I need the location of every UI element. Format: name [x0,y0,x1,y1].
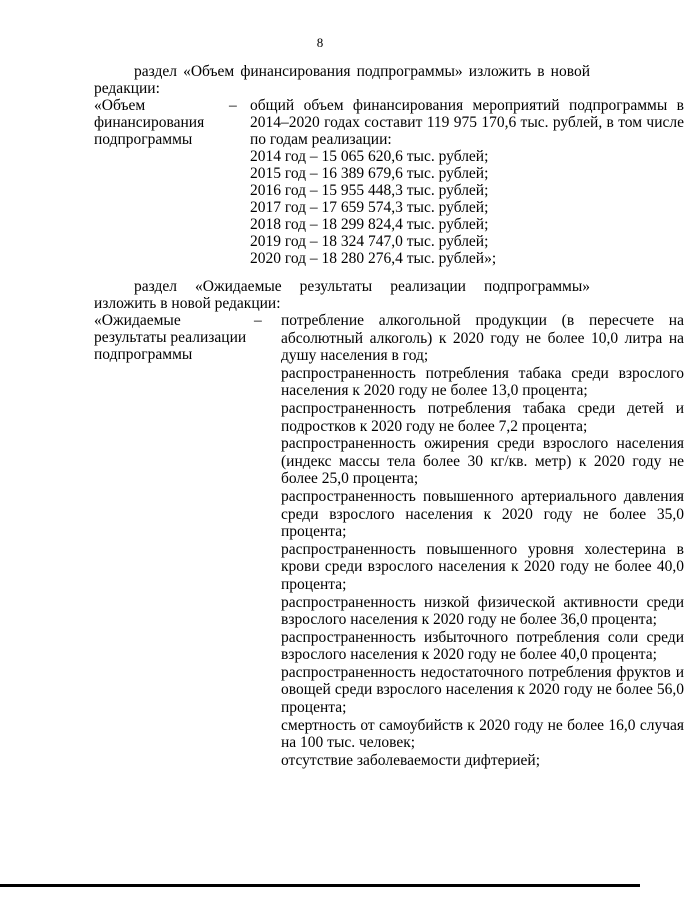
result-item-blood-pressure: распространенность повышенного артериального давления среди взрослого населения к 2020 году не более 35,0 процента; [281,487,684,541]
result-item-tobacco-adults: распространенность потребления табака среди взрослого населения к 2020 году не более 13,0 процента; [281,364,684,400]
financing-year-2018: 2018 год – 18 299 824,4 тыс. рублей; [250,216,489,233]
result-item-alcohol: потребление алкогольной продукции (в пересчете на абсолютный алкоголь) к 2020 году не более 10,0 литра на душу населения в год; [281,312,684,365]
intro-results-paragraph: раздел «Ожидаемые результаты реализации подпрограммы» изложить в новой редакции: [94,278,590,312]
financing-label: «Объем финансирования подпрограммы [94,97,205,148]
intro-financing-paragraph: раздел «Объем финансирования подпрограммы» изложить в новой редакции: [94,63,590,97]
result-item-physical-activity: распространенность низкой физической активности среди взрослого населения к 2020 году не более 36,0 процента; [281,593,684,629]
results-dash: – [254,312,262,329]
result-item-suicide: смертность от самоубийств к 2020 году не более 16,0 случая на 100 тыс. человек; [281,716,684,752]
result-item-fruits-vegetables: распространенность недостаточного потребления фруктов и овощей среди взрослого населения к 2020 году не более 56,0 процента; [281,663,684,717]
financing-year-2015: 2015 год – 16 389 679,6 тыс. рублей; [250,165,489,182]
financing-dash: – [229,97,237,114]
result-item-salt: распространенность избыточного потребления соли среди взрослого населения к 2020 году не более 40,0 процента; [281,628,684,664]
result-item-diphtheria: отсутствие заболеваемости дифтерией; [281,751,541,769]
financing-value [250,97,684,267]
results-label: «Ожидаемые результаты реализации подпрограммы [94,312,247,363]
financing-year-2016: 2016 год – 15 955 448,3 тыс. рублей; [250,182,489,199]
result-item-tobacco-children: распространенность потребления табака среди детей и подростков к 2020 году не более 7,2 процента; [281,399,684,435]
financing-year-2020: 2020 год – 18 280 276,4 тыс. рублей»; [250,250,497,267]
results-value [281,312,684,769]
financing-year-2017: 2017 год – 17 659 574,3 тыс. рублей; [250,199,489,216]
financing-total-text: общий объем финансирования мероприятий подпрограммы в 2014–2020 годах составит 119 975 170,6 тыс. рублей, в том числе по годам реализации: [250,97,684,148]
result-item-cholesterol: распространенность повышенного уровня холестерина в крови среди взрослого населения к 2020 году не более 40,0 процента; [281,540,684,593]
footer-rule [0,884,640,887]
result-item-obesity: распространенность ожирения среди взрослого населения (индекс массы тела более 30 кг/кв. метр) к 2020 году не более 25,0 процента; [281,435,684,488]
page-number: 8 [316,35,324,50]
financing-year-2014: 2014 год – 15 065 620,6 тыс. рублей; [250,148,489,165]
financing-year-2019: 2019 год – 18 324 747,0 тыс. рублей; [250,233,489,250]
